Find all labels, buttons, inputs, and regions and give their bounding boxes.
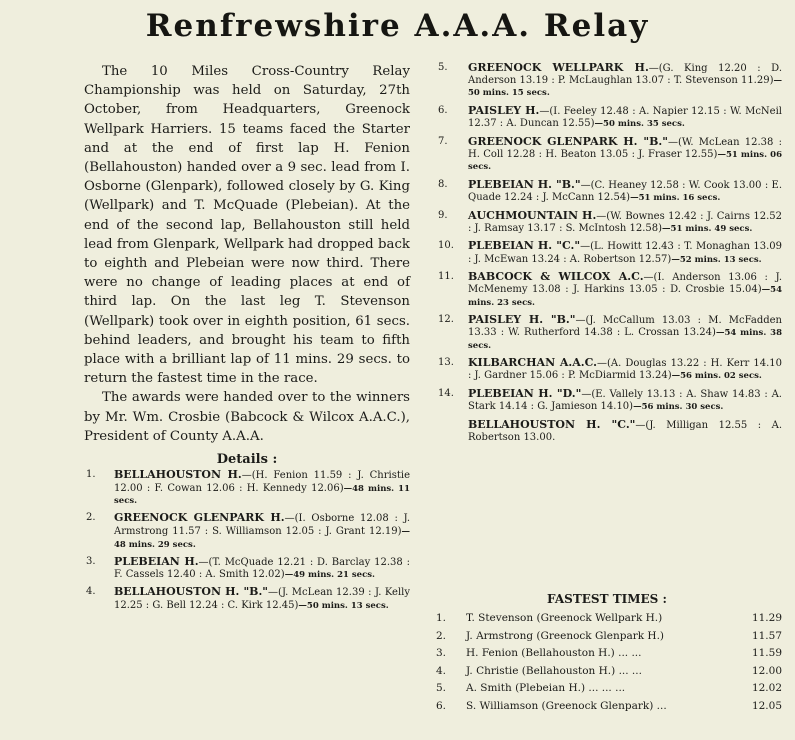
page-title: Renfrewshire A.A.A. Relay	[145, 8, 650, 44]
result-entry	[432, 136, 782, 174]
result-entry	[432, 179, 782, 204]
result-entry	[432, 62, 782, 100]
entry-number: 9.	[438, 209, 448, 221]
fastest-row	[432, 680, 782, 698]
team-result: —56 mins. 02 secs.	[671, 371, 762, 382]
team-times: —(H. Fenion 11.59 : J. Christie 12.00 : F. Cowan 12.06 : H. Kennedy 12.06)	[114, 470, 410, 494]
team-times: —(J. McLean 12.39 : J. Kelly 12.25 : G. Bell 12.24 : C. Kirk 12.45)	[114, 587, 410, 611]
entry-number: 8.	[438, 178, 448, 190]
entry-number: 5.	[438, 62, 448, 73]
fastest-rank: 4.	[436, 664, 447, 677]
fastest-name: J. Christie (Bellahouston H.) ... ...	[466, 664, 642, 677]
entry-number: 12.	[438, 314, 454, 326]
club-name: PLEBEIAN H. "D."	[468, 386, 582, 400]
fastest-name: J. Armstrong (Greenock Glenpark H.)	[466, 629, 665, 642]
fastest-row	[432, 610, 782, 628]
team-times: —(L. Howitt 12.43 : T. Monaghan 13.09 : J. McEwan 13.24 : A. Robertson 12.57)	[468, 241, 782, 265]
result-entry	[432, 210, 782, 235]
team-result: —51 mins. 06 secs.	[468, 150, 782, 173]
team-result: —56 mins. 30 secs.	[633, 402, 724, 413]
team-result: —51 mins. 49 secs.	[662, 223, 753, 234]
fastest-rank: 1.	[436, 612, 447, 624]
club-name: PLEBEIAN H.	[114, 554, 199, 568]
fastest-time: 11.59	[751, 647, 782, 659]
fastest-heading: FASTEST TIMES :	[547, 592, 667, 606]
fastest-name: H. Fenion (Bellahouston H.) ... ...	[466, 647, 642, 659]
result-entry	[432, 105, 782, 130]
result-entry	[432, 357, 782, 382]
fastest-times	[432, 592, 782, 715]
fastest-name: T. Stevenson (Greenock Wellpark H.)	[466, 612, 663, 624]
team-result: —48 mins. 11 secs.	[114, 483, 410, 507]
fastest-rank: 6.	[436, 699, 447, 712]
club-name: GREENOCK WELLPARK H.	[468, 61, 649, 74]
right-column	[432, 62, 782, 450]
club-name: BELLAHOUSTON H. "C."	[468, 417, 636, 431]
team-times: —(A. Douglas 13.22 : H. Kerr 14.10 : J. Gardner 15.06 : P. McDiarmid 13.24)	[468, 358, 782, 382]
details-heading: Details :	[216, 452, 278, 468]
team-times: —(C. Heaney 12.58 : W. Cook 13.00 : E. Quade 12.24 : J. McCann 12.54)	[468, 179, 782, 203]
team-result: —52 mins. 13 secs.	[671, 254, 762, 265]
club-name: KILBARCHAN A.A.C.	[468, 356, 597, 370]
result-entry	[432, 314, 782, 352]
team-times: —(I. Osborne 12.08 : J. Armstrong 11.57 : S. Williamson 12.05 : J. Grant 12.19)	[114, 513, 410, 537]
intro-paragraph-1: The 10 Miles Cross-Country Relay Championship was held on Saturday, 27th October, from Headquarters, Greenock Wellpark Harriers. 15 teams faced the Starter and at the end of first lap H. Fenion (Bellahouston) handed over a 9 sec. lead from I. Osborne (Glenpark), followed closely by G. King (Wellpark) and T. McQuade (Plebeian). At the end of the second lap, Bellahouston still held lead from Glenpark, Wellpark had dropped back to eighth and Plebeian were now third. There were no change of leading places at end of third lap. On the last leg T. Stevenson (Wellpark) took over in eighth position, 61 secs. behind leaders, and brought his team to fifth place with a brilliant lap of 11 mins. 29 secs. to return the fastest time in the race.	[84, 64, 410, 387]
team-times: —(G. King 12.20 : D. Anderson 13.19 : P. McLaughlan 13.07 : T. Stevenson 11.29)	[468, 63, 782, 87]
club-name: PLEBEIAN H. "B."	[468, 177, 581, 191]
fastest-time: 12.02	[751, 682, 782, 694]
result-entry	[432, 271, 782, 309]
result-entry	[84, 586, 410, 612]
entry-number: 4.	[86, 586, 96, 598]
fastest-time: 11.57	[751, 629, 782, 642]
team-times: —(E. Vallely 13.13 : A. Shaw 14.83 : A. Stark 14.14 : G. Jamieson 14.10)	[468, 388, 782, 413]
team-result: —50 mins. 13 secs.	[298, 600, 389, 611]
team-times: —(W. McLean 12.38 : H. Coll 12.28 : H. Beaton 13.05 : J. Fraser 12.55)	[468, 136, 782, 160]
entry-number: 10.	[438, 240, 454, 252]
team-times: —(I. Feeley 12.48 : A. Napier 12.15 : W. McNeil 12.37 : A. Duncan 12.55)	[468, 106, 782, 130]
club-name: BELLAHOUSTON H. "B."	[114, 585, 269, 599]
fastest-row	[432, 628, 782, 646]
fastest-time: 12.00	[751, 664, 782, 677]
entry-number: 2.	[86, 512, 96, 524]
club-name: GREENOCK GLENPARK H. "B."	[468, 134, 668, 148]
entry-number	[432, 419, 468, 444]
club-name: GREENOCK GLENPARK H.	[114, 511, 285, 525]
result-entry	[84, 512, 410, 551]
club-name: PAISLEY H. "B."	[468, 313, 576, 327]
club-name: AUCHMOUNTAIN H.	[468, 208, 597, 222]
team-result: —49 mins. 21 secs.	[284, 570, 375, 581]
team-result: —51 mins. 16 secs.	[630, 193, 721, 203]
fastest-row	[432, 645, 782, 663]
entry-number: 14.	[438, 387, 454, 399]
team-times: —(W. Bownes 12.42 : J. Cairns 12.52 : J. Ramsay 13.17 : S. McIntosh 12.58)	[468, 210, 782, 234]
team-result: —50 mins. 35 secs.	[594, 119, 685, 130]
result-entry	[84, 469, 410, 508]
result-entry	[432, 419, 782, 444]
team-result: —48 mins. 29 secs.	[114, 526, 410, 550]
fastest-row	[432, 698, 782, 716]
result-entry	[432, 388, 782, 413]
entry-number: 3.	[86, 555, 96, 567]
team-times: —(T. McQuade 12.21 : D. Barclay 12.38 : F. Cassels 12.40 : A. Smith 12.02)	[114, 556, 410, 581]
fastest-rank: 5.	[436, 682, 447, 694]
club-name: BELLAHOUSTON H.	[114, 468, 242, 482]
details-list-left	[84, 469, 410, 612]
fastest-rank: 3.	[436, 647, 447, 659]
entry-number: 1.	[86, 469, 96, 481]
intro-paragraph-2: The awards were handed over to the winners by Mr. Wm. Crosbie (Babcock & Wilcox A.A.C.), President of County A.A.A.	[84, 390, 410, 444]
entry-number: 7.	[438, 135, 448, 147]
team-result: —54 mins. 38 secs.	[468, 328, 782, 351]
team-times: —(I. Anderson 13.06 : J. McMenemy 13.08 : J. Harkins 13.05 : D. Crosbie 15.04)	[468, 272, 783, 296]
result-entry	[84, 556, 410, 582]
team-times: —(J. Milligan 12.55 : A. Robertson 13.00.	[468, 419, 782, 443]
team-times: —(J. McCallum 13.03 : M. McFadden 13.33 : W. Rutherford 14.38 : L. Crossan 13.24)	[468, 315, 782, 339]
intro-text	[84, 62, 410, 446]
fastest-name: A. Smith (Plebeian H.) ... ... ...	[466, 682, 626, 694]
entry-number: 11.	[438, 271, 454, 283]
fastest-name: S. Williamson (Greenock Glenpark) ...	[466, 699, 667, 712]
entry-number: 13.	[438, 357, 454, 369]
club-name: PAISLEY H.	[468, 104, 540, 117]
left-column	[84, 62, 410, 617]
club-name: PLEBEIAN H. "C."	[468, 239, 581, 253]
entry-number: 6.	[438, 105, 448, 116]
team-result: —54 mins. 23 secs.	[468, 285, 782, 308]
result-entry	[432, 240, 782, 265]
team-result: —50 mins. 15 secs.	[468, 76, 782, 99]
fastest-time: 11.29	[751, 612, 782, 624]
fastest-time: 12.05	[751, 699, 782, 712]
club-name: BABCOCK & WILCOX A.C.	[468, 270, 644, 284]
fastest-rank: 2.	[436, 629, 447, 642]
fastest-row	[432, 663, 782, 681]
